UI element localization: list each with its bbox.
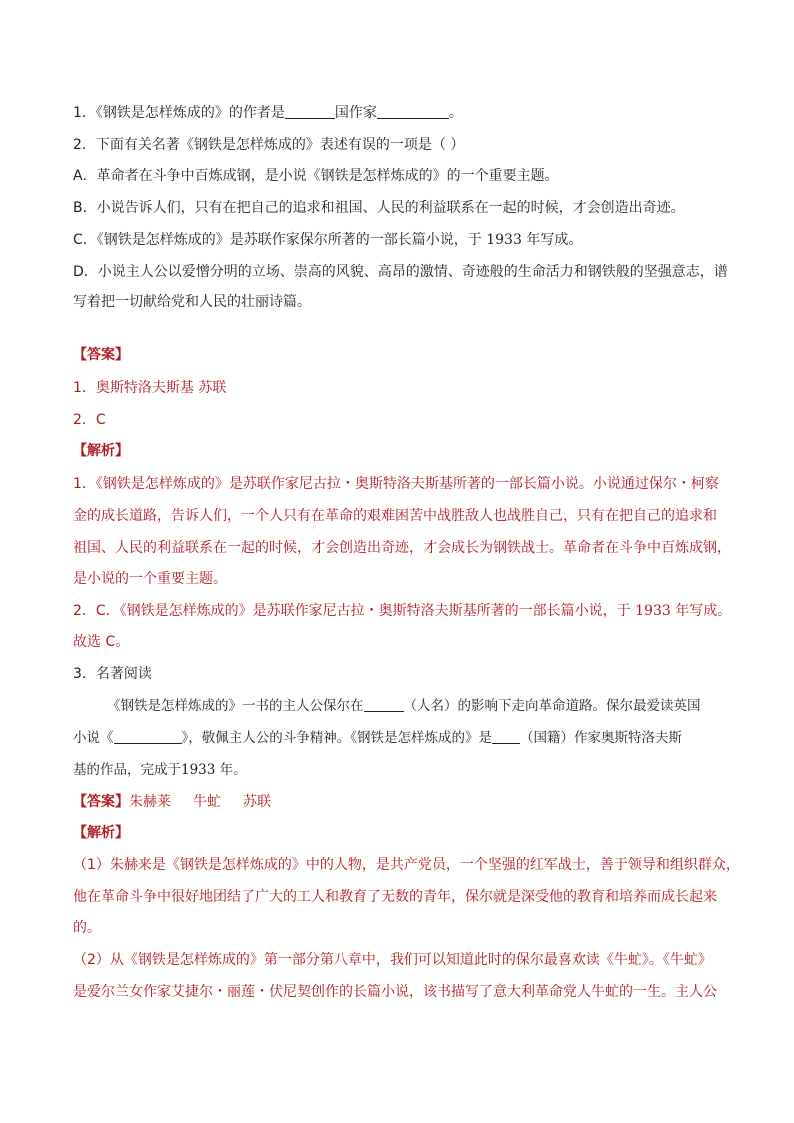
q3-passage-line: 基的作品，完成于1933 年。 [73,762,247,778]
fill-blank [492,729,520,744]
q3-text: （国籍）作家奥斯特洛夫斯 [520,730,682,746]
q3-text: （人名）的影响下走向革命道路。保尔最爱读英国 [403,698,701,714]
analysis-line: 故选 C。 [73,634,130,650]
option-d-line-1: D．小说主人公以爱憎分明的立场、崇高的风貌、高昂的激情、奇迹般的生命活力和钢铁般的坚强意志，谱 [73,264,728,280]
analysis-line: （1）朱赫来是《钢铁是怎样炼成的》中的人物，是共产党员，一个坚强的红军战士，善于领导和组织群众， [73,857,740,873]
option-c-text: 年写成。 [521,232,583,248]
analysis-heading: 【解析】 [73,825,129,841]
option-c-year: 1933 [486,232,522,248]
question-3: 3．名著阅读 [73,666,152,682]
answer-heading: 【答案】 [73,794,129,810]
analysis-text: 2．C．《钢铁是怎样炼成的》是苏联作家尼古拉・奥斯特洛夫斯基所著的一部长篇小说，于 [73,603,636,619]
option-a: A．革命者在斗争中百炼成钢，是小说《钢铁是怎样炼成的》的一个重要主题。 [73,168,559,184]
answer-value: 朱赫莱 [129,794,171,810]
q3-passage-line [107,696,701,716]
question-2: 2．下面有关名著《钢铁是怎样炼成的》表述有误的一项是（ ） [73,137,465,153]
analysis-line: （2）从《钢铁是怎样炼成的》第一部分第八章中，我们可以知道此时的保尔最喜欢读《牛虻》。《牛虻》 [73,952,712,968]
fill-blank [114,729,182,744]
q3-passage-line [73,728,682,748]
q3-text: 小说《 [73,730,114,746]
answer-value: 苏联 [243,794,271,810]
fill-blank [377,104,449,119]
analysis-heading: 【解析】 [73,443,129,459]
option-b: B．小说告诉人们，只有在把自己的追求和祖国、人民的利益联系在一起的时候，才会创造出奇迹。 [73,200,685,216]
answer-heading: 【答案】 [73,347,129,363]
answer-1: 1．奥斯特洛夫斯基 苏联 [73,380,227,396]
option-c-text: C．《钢铁是怎样炼成的》是苏联作家保尔所著的一部长篇小说，于 [73,232,487,248]
analysis-line: 祖国、人民的利益联系在一起的时候，才会创造出奇迹，才会成长为钢铁战士。革命者在斗争中百炼成钢， [73,540,731,556]
question-1 [73,103,463,123]
answer-2: 2．C [73,412,106,428]
fill-blank [364,697,404,712]
q3-text: 》，敬佩主人公的斗争精神。《钢铁是怎样炼成的》是 [181,730,492,746]
option-c [73,230,582,250]
q3-text: 《钢铁是怎样炼成的》一书的主人公保尔在 [107,698,364,714]
analysis-line: 的。 [73,920,101,936]
analysis-line: 1．《钢铁是怎样炼成的》是苏联作家尼古拉・奥斯特洛夫斯基所著的一部长篇小说。小说通过保尔・柯察 [73,476,719,492]
analysis-line: 他在革命斗争中很好地团结了广大的工人和教育了无数的青年，保尔就是深受他的教育和培养而成长起来 [73,889,717,905]
q1-text: 国作家 [334,105,377,121]
analysis-line [73,601,731,621]
answer-3 [73,792,271,812]
q1-text: 1．《钢铁是怎样炼成的》的作者是 [73,105,285,121]
option-d-line-2: 写着把一切献给党和人民的壮丽诗篇。 [73,294,311,310]
analysis-line: 金的成长道路，告诉人们，一个人只有在革命的艰难困苦中战胜敌人也战胜自己，只有在把自己的追求和 [73,508,717,524]
q1-text: 。 [448,105,463,121]
analysis-line: 是小说的一个重要主题。 [73,571,227,587]
analysis-line: 是爱尔兰女作家艾捷尔・丽莲・伏尼契创作的长篇小说，该书描写了意大利革命党人牛虻的一生。主人公 [73,984,717,1000]
answer-value: 牛虻 [193,794,221,810]
fill-blank [285,104,335,119]
analysis-year: 1933 [635,603,671,619]
analysis-text: 年写成。 [670,603,732,619]
